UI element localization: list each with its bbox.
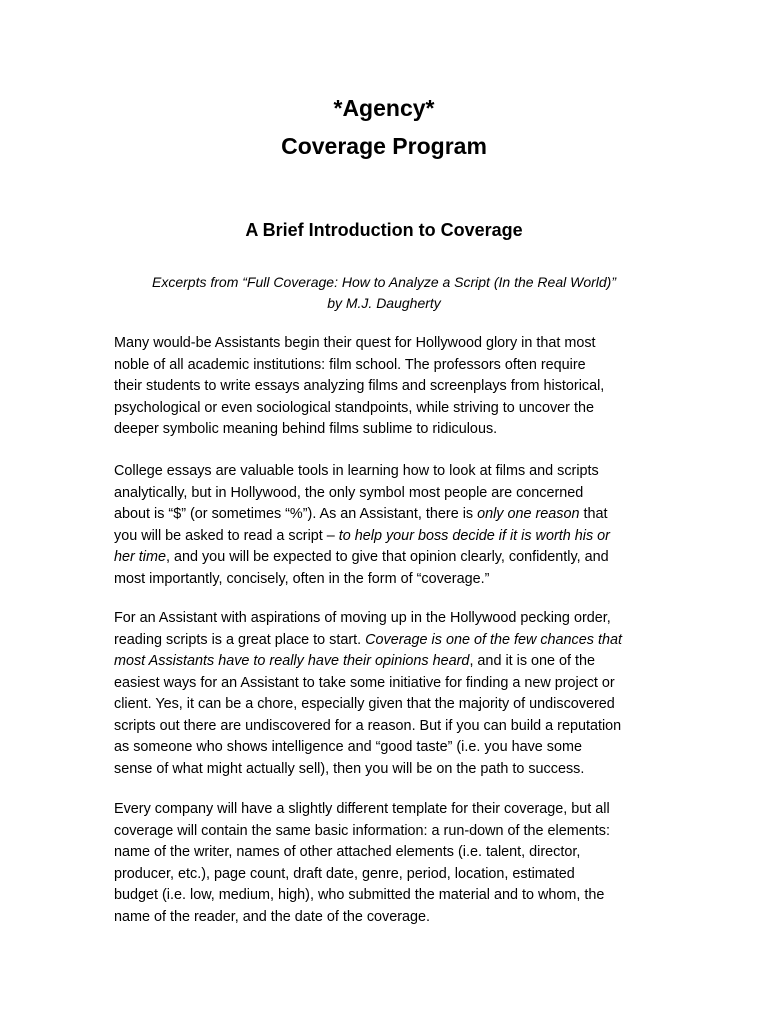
document-title-line1: *Agency* — [333, 95, 435, 121]
paragraph-line: budget (i.e. low, medium, high), who submitted the material and to whom, the — [114, 887, 605, 903]
paragraph-line: analytically, but in Hollywood, the only symbol most people are concerned — [114, 484, 584, 501]
paragraph-2 — [114, 461, 659, 590]
italic-text-run: to help your boss decide if it is worth his or — [338, 527, 610, 544]
paragraph-line: Many would-be Assistants begin their quest for Hollywood glory in that most — [114, 335, 596, 351]
paragraph-line — [114, 526, 659, 548]
paragraph-line — [114, 630, 659, 652]
italic-text-run: most Assistants have to really have their opinions heard — [114, 653, 470, 669]
paragraph-line: For an Assistant with aspirations of moving up in the Hollywood pecking order, — [114, 610, 611, 626]
text-run: , and it is one of the — [469, 653, 596, 669]
section-heading: A Brief Introduction to Coverage — [245, 220, 523, 240]
paragraph-line: sense of what might actually sell), then you will be on the path to success. — [114, 760, 585, 777]
excerpt-credit — [0, 272, 768, 314]
paragraph-line — [114, 504, 659, 526]
document-title-line2: Coverage Program — [281, 133, 487, 159]
text-run: that — [579, 506, 608, 522]
paragraph-4 — [114, 799, 659, 928]
italic-text-run: only one reason — [477, 506, 580, 522]
paragraph-line: deeper symbolic meaning behind films sublime to ridiculous. — [114, 421, 498, 437]
excerpt-source-line: Excerpts from “Full Coverage: How to Analyze a Script (In the Real World)” — [152, 274, 616, 290]
paragraph-3 — [114, 608, 659, 780]
text-run: reading scripts is a great place to start. — [114, 631, 366, 648]
paragraph-line: psychological or even sociological standpoints, while striving to uncover the — [114, 399, 594, 416]
paragraph-line: scripts out there are undiscovered for a reason. But if you can build a reputation — [114, 717, 622, 734]
text-run: about is “$” (or sometimes “%”). As an Assistant, there is — [114, 506, 478, 522]
paragraph-line: their students to write essays analyzing films and screenplays from historical, — [114, 378, 605, 394]
paragraph-line: College essays are valuable tools in learning how to look at films and scripts — [114, 463, 599, 479]
paragraph-line: name of the writer, names of other attached elements (i.e. talent, director, — [114, 844, 581, 860]
paragraph-line: client. Yes, it can be a chore, especially given that the majority of undiscovered — [114, 696, 615, 712]
italic-text-run: her time — [114, 549, 166, 565]
paragraph-line: easiest ways for an Assistant to take some initiative for finding a new project or — [114, 674, 615, 691]
text-run: , and you will be expected to give that opinion clearly, confidently, and — [165, 549, 609, 565]
paragraph-1 — [114, 333, 659, 441]
paragraph-line: coverage will contain the same basic information: a run-down of the elements: — [114, 822, 610, 839]
paragraph-line — [114, 547, 659, 569]
paragraph-line — [114, 651, 659, 673]
text-run: you will be asked to read a script – — [114, 527, 339, 544]
excerpt-author-line: by M.J. Daugherty — [327, 295, 441, 311]
paragraph-line: as someone who shows intelligence and “good taste” (i.e. you have some — [114, 739, 582, 755]
paragraph-line: name of the reader, and the date of the coverage. — [114, 908, 431, 925]
paragraph-line: Every company will have a slightly different template for their coverage, but all — [114, 801, 610, 817]
paragraph-line: producer, etc.), page count, draft date, genre, period, location, estimated — [114, 865, 575, 882]
paragraph-line: noble of all academic institutions: film school. The professors often require — [114, 356, 586, 373]
paragraph-line: most importantly, concisely, often in the form of “coverage.” — [114, 570, 490, 587]
italic-text-run: Coverage is one of the few chances that — [365, 631, 622, 648]
